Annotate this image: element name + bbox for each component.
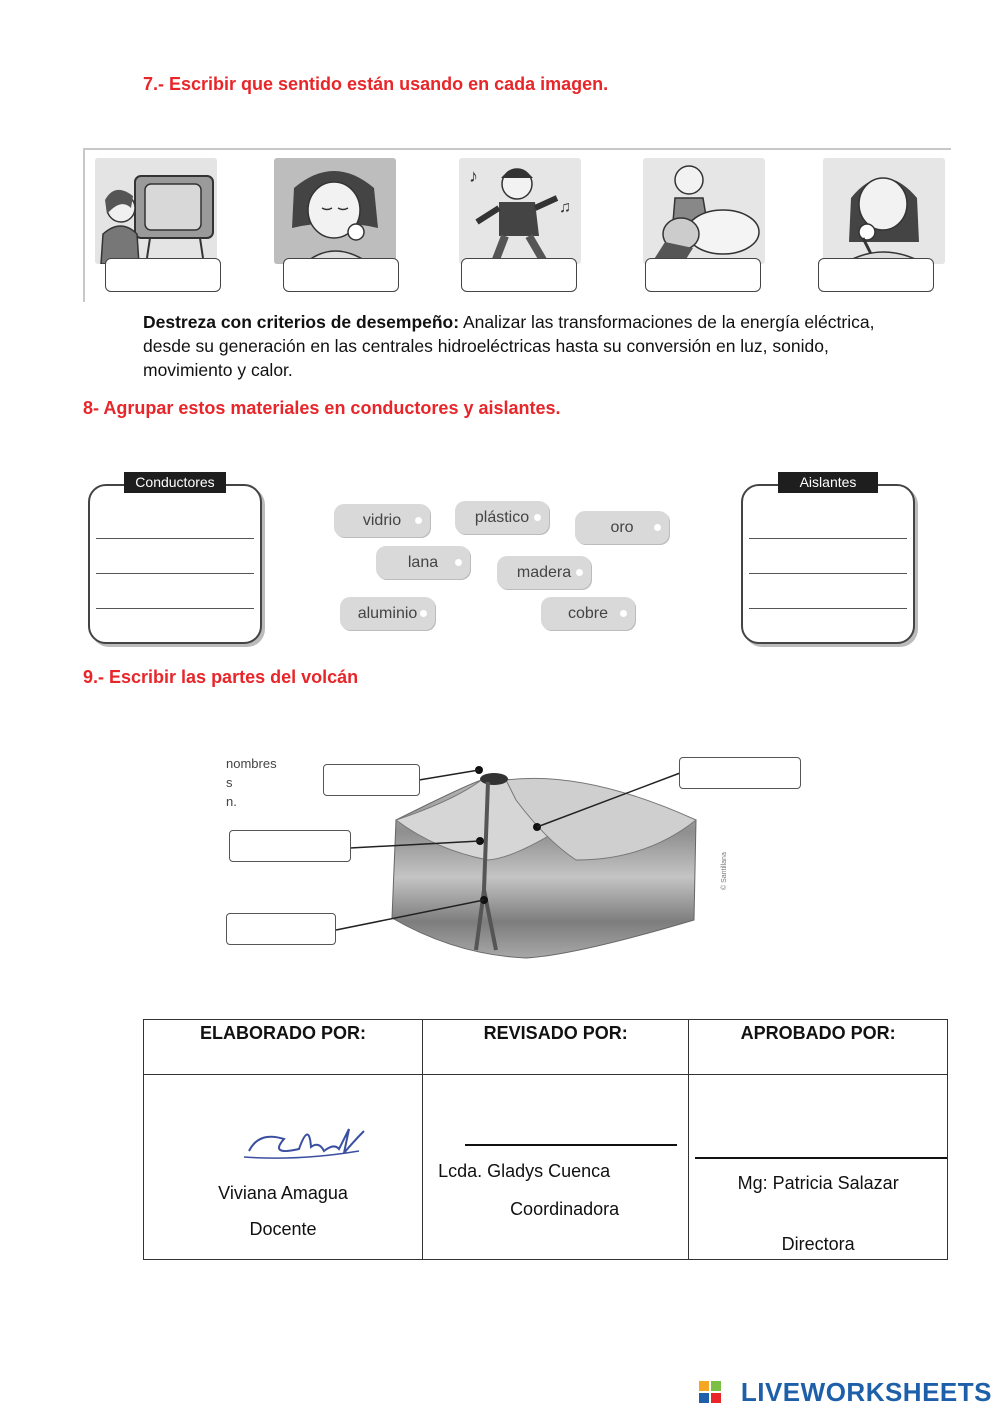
sense-answer-5-input[interactable] xyxy=(818,258,934,292)
sense-answer-3-input[interactable] xyxy=(461,258,577,292)
sense-answer-1-input[interactable] xyxy=(105,258,221,292)
aprobado-signature-line xyxy=(695,1157,947,1159)
material-chip[interactable]: oro xyxy=(575,511,669,544)
elaborado-role: Docente xyxy=(249,1219,317,1239)
svg-text:♪: ♪ xyxy=(469,166,478,186)
boy-listening-music-icon xyxy=(459,158,581,264)
volcano-cone-input[interactable] xyxy=(679,757,801,789)
volcano-magma-chamber-input[interactable] xyxy=(226,913,336,945)
signature-table xyxy=(143,1019,948,1260)
material-chip[interactable]: aluminio xyxy=(340,597,435,630)
header-elaborado: ELABORADO POR: xyxy=(144,1020,423,1075)
aislantes-label: Aislantes xyxy=(778,472,878,493)
header-aprobado: APROBADO POR: xyxy=(689,1020,948,1075)
cut-text-1: nombres xyxy=(226,756,277,771)
girl-smelling-flower-icon xyxy=(274,158,396,264)
girl-tasting-icecream-icon xyxy=(823,158,945,264)
sense-answer-2-input[interactable] xyxy=(283,258,399,292)
conductores-label: Conductores xyxy=(124,472,226,493)
senses-image-strip xyxy=(83,148,951,302)
image-credit: © Santillana xyxy=(721,852,728,890)
svg-text:♫: ♫ xyxy=(559,199,571,216)
sense-answer-4-input[interactable] xyxy=(645,258,761,292)
revisado-signature-line xyxy=(465,1144,677,1146)
volcano-chimney-input[interactable] xyxy=(229,830,351,862)
destreza-label: Destreza con criterios de desempeño: xyxy=(143,312,460,332)
destreza-text: Analizar las transformaciones de la energía eléctrica, desde su generación en las centrales hidroeléctricas hasta su conversión en luz, sonido, movimiento y calor. xyxy=(143,312,875,380)
destreza-paragraph xyxy=(143,310,903,382)
cut-text-3: n. xyxy=(226,794,237,809)
material-chip[interactable]: lana xyxy=(376,546,470,579)
liveworksheets-logo-icon xyxy=(699,1381,721,1403)
boy-touching-dog-icon xyxy=(643,158,765,264)
material-chip[interactable]: madera xyxy=(497,556,591,589)
material-chip[interactable]: cobre xyxy=(541,597,635,630)
elaborado-name: Viviana Amagua xyxy=(218,1183,348,1203)
material-chip[interactable]: vidrio xyxy=(334,504,430,537)
aprobado-cell xyxy=(689,1075,948,1260)
revisado-role: Coordinadora xyxy=(510,1199,620,1219)
aprobado-role: Directora xyxy=(781,1234,855,1254)
elaborado-cell xyxy=(144,1075,423,1260)
signature-image xyxy=(239,1111,369,1171)
material-chip[interactable]: plástico xyxy=(455,501,549,534)
revisado-name: Lcda. Gladys Cuenca xyxy=(438,1161,611,1181)
child-watching-tv-icon xyxy=(95,158,217,264)
liveworksheets-brand: LIVEWORKSHEETS xyxy=(740,1377,992,1407)
revisado-cell xyxy=(423,1075,689,1260)
aislantes-drop-box[interactable] xyxy=(741,484,915,644)
question-7-title: 7.- Escribir que sentido están usando en cada imagen. xyxy=(143,74,609,94)
cut-text-2: s xyxy=(226,775,233,790)
aprobado-name: Mg: Patricia Salazar xyxy=(737,1173,899,1193)
question-8-title: 8- Agrupar estos materiales en conductores y aislantes. xyxy=(83,398,561,418)
conductores-drop-box[interactable] xyxy=(88,484,262,644)
header-revisado: REVISADO POR: xyxy=(423,1020,689,1075)
question-9-title: 9.- Escribir las partes del volcán xyxy=(83,667,359,687)
volcano-crater-input[interactable] xyxy=(323,764,420,796)
